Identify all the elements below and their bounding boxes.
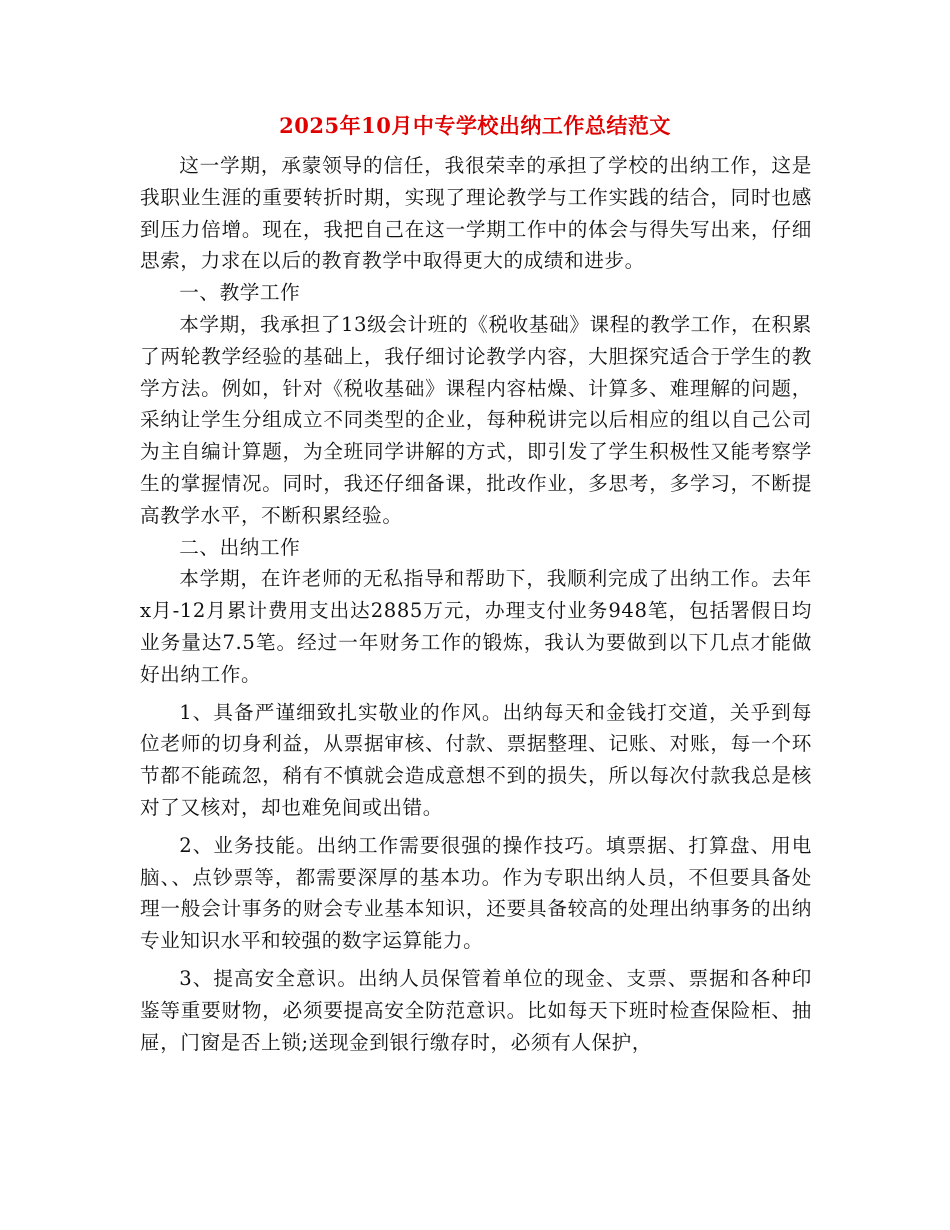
paragraph-point-1: 1、具备严谨细致扎实敬业的作风。出纳每天和金钱打交道，关乎到每位老师的切身利益，从票据审核、付款、票据整理、记账、对账，每一个环节都不能疏忽，稍有不慎就会造成意想不到的损失，所以每次付款我总是核对了又核对，却也难免间或出错。 [140, 700, 812, 819]
paragraph-teaching-work: 本学期，我承担了13级会计班的《税收基础》课程的教学工作，在积累了两轮教学经验的基础上，我仔细讨论教学内容，大胆探究适合于学生的教学方法。例如，针对《税收基础》课程内容枯燥、计算多、难理解的问题，采纳让学生分组成立不同类型的企业，每种税讲完以后相应的组以自己公司为主自编计算题，为全班同学讲解的方式，即引发了学生积极性又能考察学生的掌握情况。同时，我还仔细备课，批改作业，多思考，多学习，不断提高教学水平，不断积累经验。 [140, 312, 812, 527]
paragraph-point-3: 3、提高安全意识。出纳人员保管着单位的现金、支票、票据和各种印鉴等重要财物，必须要提高安全防范意识。比如每天下班时检查保险柜、抽屉，门窗是否上锁;送现金到银行缴存时，必须有人保护， [140, 966, 812, 1054]
paragraph-point-2: 2、业务技能。出纳工作需要很强的操作技巧。填票据、打算盘、用电脑、、点钞票等，都需要深厚的基本功。作为专职出纳人员，不但要具备处理一般会计事务的财会专业基本知识，还要具备较高的处理出纳事务的出纳专业知识水平和较强的数字运算能力。 [140, 833, 812, 953]
heading-teaching-work: 一、教学工作 [179, 281, 301, 305]
document-body [140, 150, 812, 1058]
paragraph-cashier-work: 本学期，在许老师的无私指导和帮助下，我顺利完成了出纳工作。去年x月-12月累计费用支出达2885万元，办理支付业务948笔，包括署假日均业务量达7.5笔。经过一年财务工作的锻炼，我认为要做到以下几点才能做好出纳工作。 [140, 567, 812, 686]
paragraph-intro: 这一学期，承蒙领导的信任，我很荣幸的承担了学校的出纳工作，这是我职业生涯的重要转折时期，实现了理论教学与工作实践的结合，同时也感到压力倍增。现在，我把自己在这一学期工作中的体会与得失写出来，仔细思索，力求在以后的教育教学中取得更大的成绩和进步。 [140, 154, 812, 273]
heading-cashier-work: 二、出纳工作 [179, 535, 301, 559]
document-title: 2025年10月中专学校出纳工作总结范文 [279, 113, 671, 138]
